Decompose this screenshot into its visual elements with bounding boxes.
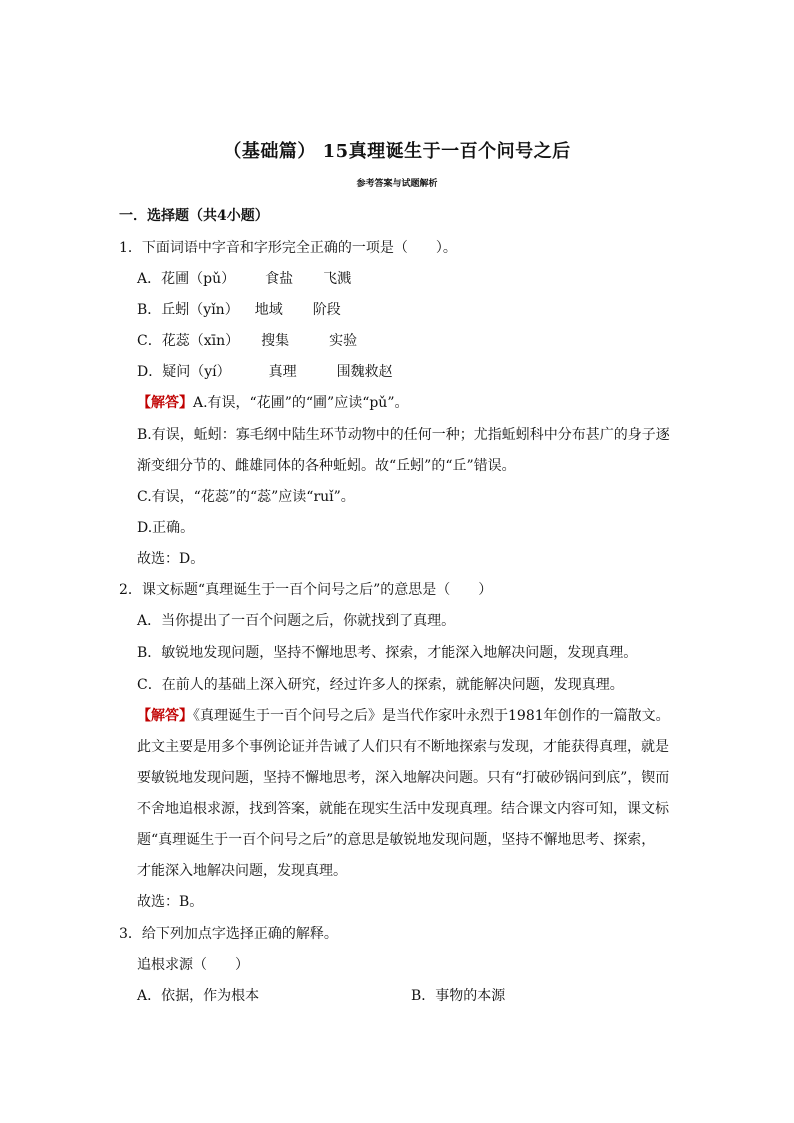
option-word: 飞溅 <box>323 271 352 287</box>
q2-answer-line <box>137 706 670 726</box>
option-word: 真理 <box>268 364 297 380</box>
q1-answer-line: D.正确。 <box>137 520 195 536</box>
answer-text: 《真理诞生于一百个问号之后》是当代作家叶永烈于1981年创作的一篇散文。 <box>193 708 670 724</box>
answer-tag: 【解答】 <box>137 708 193 724</box>
q2-option-b: B．敏锐地发现问题，坚持不懈地思考、探索，才能深入地解决问题，发现真理。 <box>137 645 638 661</box>
q2-answer-line: 题“真理诞生于一百个问号之后”的意思是敏锐地发现问题，坚持不懈地思考、探索， <box>137 832 656 848</box>
q1-option-d <box>137 362 393 382</box>
option-word: 实验 <box>329 333 358 349</box>
option-word: 地域 <box>254 302 283 318</box>
question-2-stem: 2．课文标题“真理诞生于一百个问号之后”的意思是（ ） <box>119 582 493 598</box>
q1-answer-line: C.有误，“花蕊”的“蕊”应读“ruǐ”。 <box>137 489 355 505</box>
q2-answer-line: 才能深入地解决问题，发现真理。 <box>137 863 347 879</box>
q1-answer-line: 渐变细分节的、雌雄同体的各种蚯蚓。故“丘蚓”的“丘”错误。 <box>137 458 516 474</box>
q2-answer-choice: 故选：B。 <box>137 894 204 910</box>
option-label: C．花蕊（xīn） <box>137 333 240 349</box>
option-label: A．花圃（pǔ） <box>137 271 236 287</box>
document-title: （基础篇） 15真理诞生于一百个问号之后 <box>223 141 571 162</box>
option-word: 搜集 <box>261 333 290 349</box>
option-word: 围魏救赵 <box>336 364 393 380</box>
q3-option-a: A．依据，作为根本 <box>137 988 260 1004</box>
answer-tag: 【解答】 <box>137 395 193 411</box>
q2-answer-line: 不舍地追根求源，找到答案，就能在现实生活中发现真理。结合课文内容可知，课文标 <box>137 801 669 817</box>
document-subtitle: 参考答案与试题解析 <box>356 179 438 189</box>
question-1-stem: 1．下面词语中字音和字形完全正确的一项是（ ）。 <box>119 240 457 256</box>
q3-sub-question: 追根求源（ ） <box>137 957 249 973</box>
q1-option-a <box>137 269 351 289</box>
q1-answer-choice: 故选：D。 <box>137 551 205 567</box>
q3-option-b: B．事物的本源 <box>411 988 506 1004</box>
option-word: 阶段 <box>312 302 341 318</box>
question-3-stem: 3．给下列加点字选择正确的解释。 <box>119 926 338 942</box>
q1-option-c <box>137 331 357 351</box>
answer-text: A.有误，“花圃”的“圃”应读“pǔ”。 <box>193 395 409 411</box>
q1-answer-line: B.有误，蚯蚓：寡毛纲中陆生环节动物中的任何一种；尤指蚯蚓科中分布甚广的身子逐 <box>137 427 670 443</box>
q2-option-a: A．当你提出了一百个问题之后，你就找到了真理。 <box>137 613 456 629</box>
q1-option-b <box>137 300 341 320</box>
option-label: B．丘蚓（yǐn） <box>137 302 239 318</box>
option-word: 食盐 <box>265 271 294 287</box>
q1-answer-line <box>137 393 408 413</box>
q2-option-c: C．在前人的基础上深入研究，经过许多人的探索，就能解决问题，发现真理。 <box>137 677 624 693</box>
option-label: D．疑问（yí） <box>137 364 231 380</box>
q2-answer-line: 要敏锐地发现问题，坚持不懈地思考，深入地解决问题。只有“打破砂锅问到底”，锲而 <box>137 770 670 786</box>
q2-answer-line: 此文主要是用多个事例论证并告诫了人们只有不断地探索与发现，才能获得真理，就是 <box>137 739 669 755</box>
section-heading: 一．选择题（共4小题） <box>119 208 269 224</box>
